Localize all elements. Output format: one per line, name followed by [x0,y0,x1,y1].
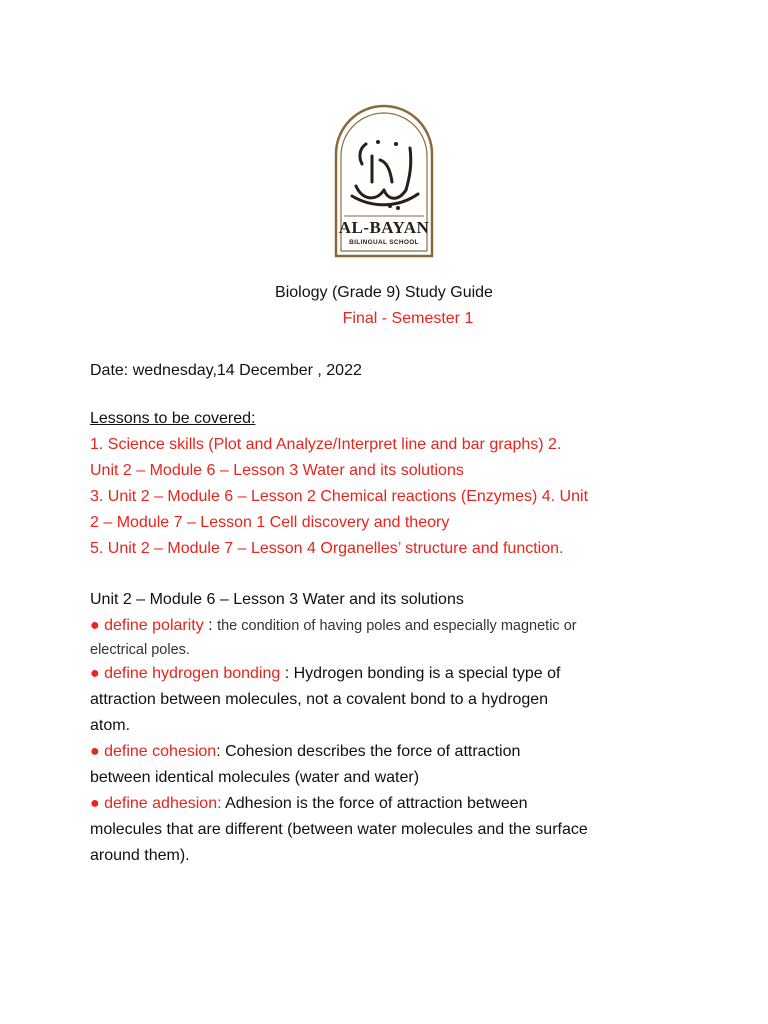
lesson-line: 3. Unit 2 – Module 6 – Lesson 2 Chemical reactions (Enzymes) 4. Unit [90,488,589,505]
term-hydrogen-bonding: ● define hydrogen bonding [90,665,281,682]
definition-text: around them). [90,847,190,864]
definition-text: molecules that are different (between water molecules and the surface [90,821,588,838]
definition-text: the condition of having poles and especially magnetic or [217,618,577,634]
lesson-line: 5. Unit 2 – Module 7 – Lesson 4 Organelles’ structure and function. [90,540,564,557]
definition-text: Adhesion is the force of attraction between [221,795,528,812]
definition-text: atom. [90,717,131,734]
section-heading: Unit 2 – Module 6 – Lesson 3 Water and its solutions [90,591,464,608]
term-cohesion: ● define cohesion [90,743,217,760]
definition-cohesion [90,742,520,762]
lessons-heading-text: Lessons to be covered: [90,410,256,427]
definition-hydrogen-bonding [90,664,560,684]
school-logo [332,104,436,260]
definition-text: between identical molecules (water and water) [90,769,420,786]
definition-polarity [90,616,577,636]
separator: : [203,617,218,634]
definition-text: electrical poles. [90,642,190,658]
page-subtitle: Final - Semester 1 [342,310,474,327]
logo-text-sub: BILINGUAL SCHOOL [349,239,419,246]
lesson-line: 2 – Module 7 – Lesson 1 Cell discovery and theory [90,514,450,531]
definition-text: : Hydrogen bonding is a special type of [280,665,561,682]
term-polarity: ● define polarity [90,617,204,634]
date-line: Date: wednesday,14 December , 2022 [90,362,362,379]
lessons-heading [90,409,255,429]
term-adhesion: ● define adhesion: [90,795,222,812]
definition-text: : Cohesion describes the force of attraction [216,743,521,760]
page-title: Biology (Grade 9) Study Guide [275,284,493,301]
definition-adhesion [90,794,528,814]
lesson-line: Unit 2 – Module 6 – Lesson 3 Water and its solutions [90,462,464,479]
logo-text-main: AL-BAYAN [338,218,430,237]
lesson-line: 1. Science skills (Plot and Analyze/Interpret line and bar graphs) 2. [90,436,562,453]
definition-text: attraction between molecules, not a covalent bond to a hydrogen [90,691,549,708]
